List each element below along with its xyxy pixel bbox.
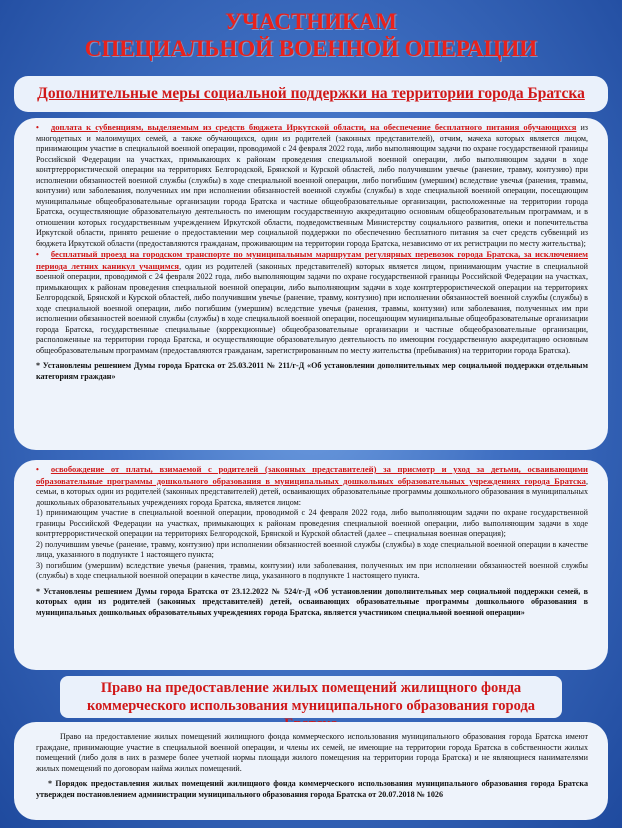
bullet-icon: • [36,123,39,132]
page-title [0,8,622,62]
benefit-kindergarten-text: , семьи, в которых один из родителей (законных представителей) детей, осваивающих образовательные программы дошкольного образования в муниципальных дошкольных образовательных учреждениях города Братска, является лицом: [36,476,588,507]
section3-heading-line-1: Право на предоставление жилых помещений жилищного фонда [100,680,522,696]
bullet-icon: • [36,465,39,474]
title-line-2: СПЕЦИАЛЬНОЙ ВОЕННОЙ ОПЕРАЦИИ [84,36,538,61]
section1-card [14,118,608,450]
section3-heading-line-2: коммерческого использования муниципального образования города [86,698,536,714]
bullet-icon: • [36,250,39,259]
section1-footnote: * Установлены решением Думы города Братска от 25.03.2011 № 211/г-Д «Об установлении дополнительных мер социальной поддержки отдельным категориям граждан» [36,361,588,381]
kindergarten-point-1: 1) принимающим участие в специальной военной операции, проводимой с 24 февраля 2022 года, либо выполняющим задачи по охране государственной границы Российской Федерации на участках, примыкающих к районам проведения специальной военной операции, либо выполняющим задачи в ходе контртеррористической операции на территориях Белгородской, Брянской и Курской областей (далее – специальная военная операция); [36,508,588,538]
section3-heading [60,676,562,718]
title-line-1: УЧАСТНИКАМ [225,9,397,34]
benefit-kindergarten-title: освобождение от платы, взимаемой с родителей (законных представителей) за присмотр и уход за детьми, осваивающими образовательные программы дошкольного образования в муниципальных дошкольных образовательных учреждениях города Братска [36,464,588,486]
section1-heading: Дополнительные меры социальной поддержки на территории города Братска [14,76,608,112]
section2-card [14,460,608,670]
benefit-free-transport-text: , один из родителей (законных представителей) которых является лицом, принимающим участие в специальной военной операции, проводимой с 24 февраля 2022 года, либо выполняющим задачи по охране государственной границы Российской Федерации на участках, примыкающих к районам проведения специальной военной операции, либо выполняющим задачи в ходе контртеррористической операции на территориях Белгородской, Брянской и Курской областей, либо получившим увечье (ранение, травму, контузию) при исполнении обязанностей военной службы (службы) в ходе специальной военной операции, либо погибшим (умершим) вследствие увечья (ранения, травмы, контузии) или заболевания, полученных им при исполнении обязанностей военной службы (службы) в ходе специальной военной операции, посещающим муниципальные общеобразовательные организации города Братска, государственные специальные (коррекционные) общеобразовательные организации и частные общеобразовательные организации, расположенные на территории города Братска, и осуществляющие образовательную деятельность по имеющим государственную аккредитацию основным общеобразовательным программам (предоставляются гражданам, зарегистрированным по месту жительства (пребывания) на территории города Братска). [36,261,588,355]
kindergarten-point-2: 2) получившим увечье (ранение, травму, контузию) при исполнении обязанностей военной службы (службы) в ходе специальной военной операции в качестве лица, указанного в подпункте 1 настоящего пункта; [36,539,588,559]
benefit-free-meals-text: из многодетных и малоимущих семей, а также обучающихся, один из родителей (законных представителей), отчим, мачеха которых является лицом, принимающим участие в специальной военной операции, проводимой с 24 февраля 2022 года, либо выполняющим задачи по охране государственной границы Российской Федерации на участках, примыкающих к районам проведения специальной военной операции, либо выполняющим задачи в ходе контртеррористической операции на территориях Белгородской, Брянской и Курской областей, либо получившим увечье (ранение, травму, контузию) при исполнении обязанностей военной службы (службы) в ходе специальной военной операции, либо погибшим (умершим) вследствие увечья (ранения, травмы, контузии) или заболевания, полученных им при исполнении обязанностей военной службы (службы) в ходе специальной военной операции, посещающим муниципальные общеобразовательные организации города Братска и частные общеобразовательные организации, расположенные на территории города Братска, осуществляющие образовательную деятельность по имеющим государственную аккредитацию основным общеобразовательным программам, и в отношении которых государственным учреждением Иркутской области, подведомственным Министерству социального развития, опеки и попечительства Иркутской области, принято решение о предоставлении мер социальной поддержки по обеспечению бесплатного питания за счет средств субвенций из бюджета Иркутской области (предоставляются гражданам, проживающим на территории города Братска, независимо от их регистрации по месту жительства); [36,123,588,248]
benefit-free-transport-title: бесплатный проезд на городском транспорте по муниципальным маршрутам регулярных перевозок города Братска, за исключением периода летних каникул учащимся [36,249,588,271]
benefit-free-meals [36,122,588,249]
section2-footnote: * Установлены решением Думы города Братска от 23.12.2022 № 524/г-Д «Об установлении дополнительных мер социальной поддержки семей, в которых один из родителей (законных представителей) детей, осваивающих образовательные программы дошкольного образования в муниципальных дошкольных образовательных учреждениях города Братска, является участником специальной военной операции» [36,586,588,617]
benefit-kindergarten [36,464,588,508]
benefit-free-transport [36,249,588,356]
benefit-free-meals-title: доплата к субвенциям, выделяемым из средств бюджета Иркутской области, на обеспечение бесплатного питания обучающихся [50,122,577,132]
kindergarten-point-3: 3) погибшим (умершим) вследствие увечья (ранения, травмы, контузии) или заболевания, полученных им при исполнении обязанностей военной службы (службы) в ходе специальной военной операции в качестве лица, указанного в подпункте 1 настоящего пункта. [36,560,588,580]
section3-footnote: * Порядок предоставления жилых помещений жилищного фонда коммерческого использования муниципального образования города Братска утвержден постановлением администрации муниципального образования города Братска от 20.07.2018 № 1026 [36,779,588,799]
housing-right-text: Право на предоставление жилых помещений жилищного фонда коммерческого использования муниципального образования города Братска имеют граждане, принимающие участие в специальной военной операции, и члены их семей, не имеющие на территории города Братска в собственности жилых помещений (либо доля в них в размере более учетной нормы площади жилого помещения на территории города Братска) и не являющиеся нанимателями жилых помещений по договорам найма жилых помещений. [36,732,588,773]
section3-card [14,722,608,820]
